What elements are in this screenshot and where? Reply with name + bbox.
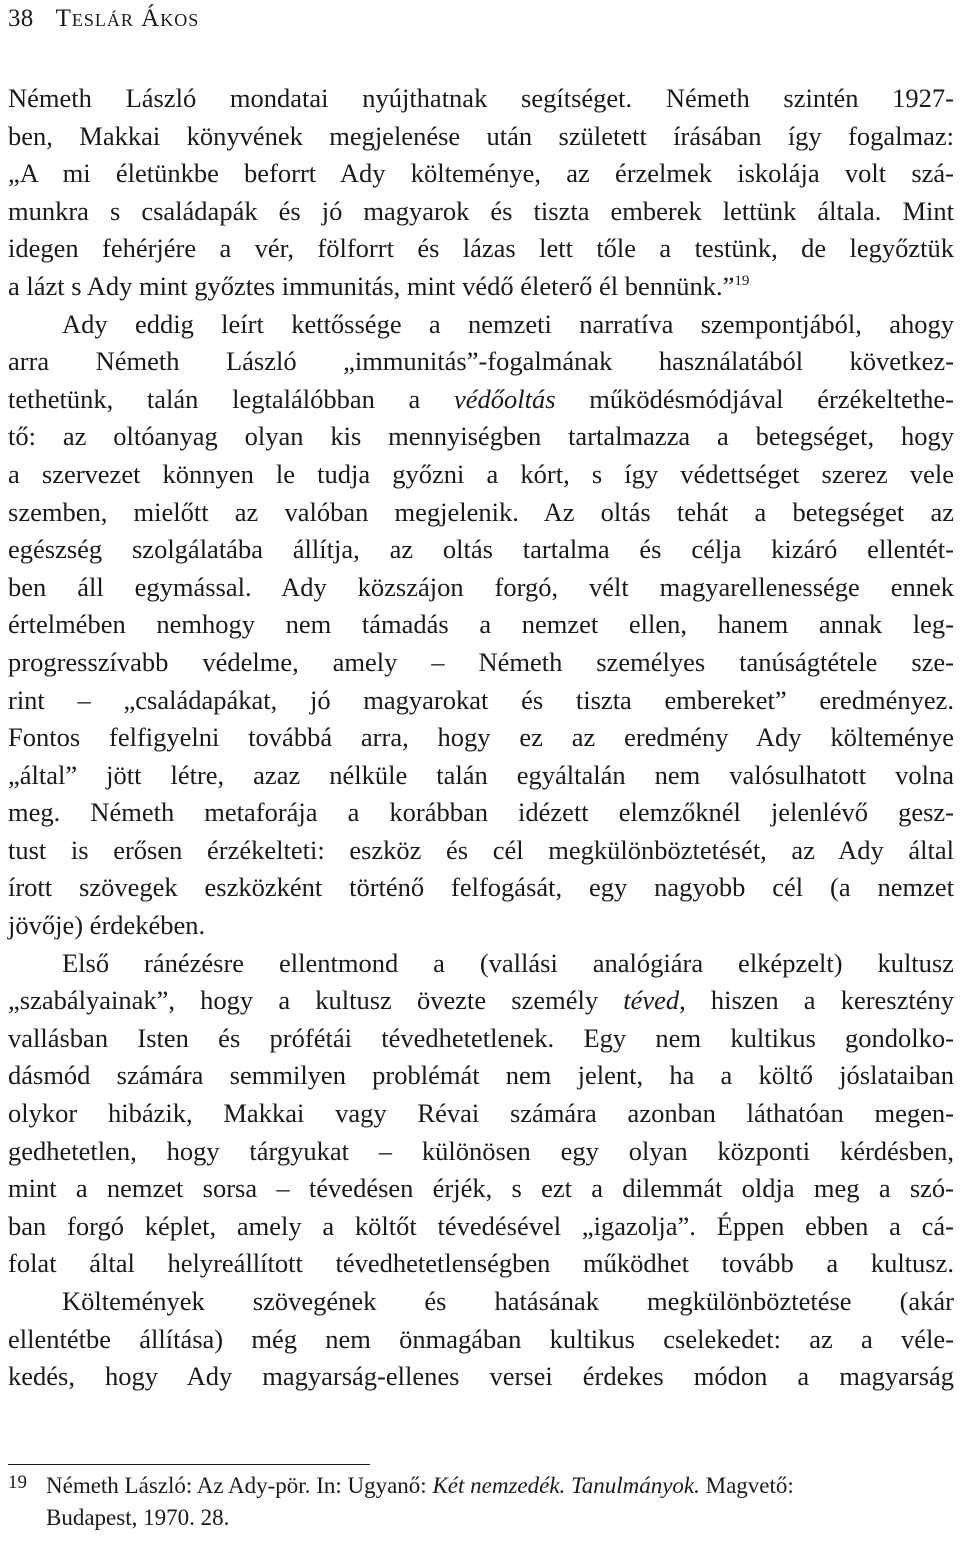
- text-line: folat által helyreállított tévedhetetlenségben működhet tovább a kultusz.: [8, 1248, 954, 1279]
- text-line: [8, 982, 954, 1020]
- text-line: Költemények szövegének és hatásának megkülönböztetése (akár: [62, 1286, 954, 1316]
- text-line: olykor hibázik, Makkai vagy Révai számára azonban láthatóan megen-: [8, 1098, 954, 1129]
- text-line-content: „szabályainak”, hogy a kultusz övezte személy: [8, 985, 624, 1016]
- running-head-author: Teslár Ákos: [55, 5, 200, 32]
- text-line: a szervezet könnyen le tudja győzni a kórt, s így védettséget szerez vele: [8, 458, 954, 489]
- text-line-content: működésmódjával érzékeltethe-: [555, 383, 954, 414]
- footnote-citation: Németh László: Az Ady-pör. In: Ugyanő:: [46, 1473, 433, 1498]
- body-text: [8, 80, 954, 1396]
- text-line-content: tethetünk, talán legtalálóbban a: [8, 383, 454, 414]
- text-line: [8, 268, 954, 306]
- text-line: rint – „családapákat, jó magyarokat és tiszta embereket” eredményez.: [8, 684, 954, 715]
- text-line: szemben, mielőtt az valóban megjelenik. Az oltás tehát a betegséget az: [8, 496, 954, 527]
- text-line: tő: az oltóanyag olyan kis mennyiségben tartalmazza a betegséget, hogy: [8, 421, 954, 452]
- emphasized-word: téved: [623, 985, 680, 1016]
- text-line: progresszívabb védelme, amely – Németh személyes tanúságtétele sze-: [8, 646, 954, 677]
- text-line: arra Németh László „immunitás”-fogalmának használatából következ-: [8, 346, 954, 377]
- text-line: gedhetetlen, hogy tárgyukat – különösen egy olyan központi kérdésben,: [8, 1135, 954, 1166]
- text-line: meg. Németh metaforája a korábban idézett elemzőknél jelenlévő gesz-: [8, 797, 954, 828]
- text-line-content: a lázt s Ady mint győztes immunitás, mint védő életerő él bennünk.”: [8, 270, 735, 301]
- text-line: [8, 381, 954, 419]
- footnote-divider: [8, 1464, 370, 1465]
- footnote-line: [46, 1470, 954, 1502]
- footnote-line: Budapest, 1970. 28.: [46, 1505, 230, 1530]
- text-line: mint a nemzet sorsa – tévedésen érjék, s ezt a dilemmát oldja meg a szó-: [8, 1173, 954, 1204]
- footnote-publisher: Magvető:: [699, 1473, 794, 1498]
- footnote-reference: 19: [734, 273, 750, 290]
- text-line: Ady eddig leírt kettőssége a nemzeti narratíva szempontjából, ahogy: [62, 308, 954, 339]
- running-head: [8, 4, 199, 34]
- page-number: 38: [8, 5, 34, 32]
- text-line: Első ránézésre ellentmond a (vallási analógiára elképzelt) kultusz: [62, 947, 954, 978]
- text-line: vallásban Isten és prófétái tévedhetetlenek. Egy nem kultikus gondolko-: [8, 1022, 954, 1053]
- text-line: „A mi életünkbe beforrt Ady költeménye, az érzelmek iskolája volt szá-: [8, 158, 954, 189]
- text-line: dásmód számára semmilyen problémát nem jelent, ha a költő jóslataiban: [8, 1060, 954, 1091]
- text-line: kedés, hogy Ady magyarság-ellenes versei érdekes módon a magyarság: [8, 1361, 954, 1392]
- text-line: jövője) érdekében.: [8, 910, 206, 941]
- text-line: írott szövegek eszközként történő felfogását, egy nagyobb cél (a nemzet: [8, 872, 954, 903]
- text-line: értelmében nemhogy nem támadás a nemzet ellen, hanem annak leg-: [8, 609, 954, 640]
- text-line: ellentétbe állítása) még nem önmagában kultikus cselekedet: az a véle-: [8, 1323, 954, 1354]
- text-line: munkra s családapák és jó magyarok és tiszta emberek lettünk általa. Mint: [8, 195, 954, 226]
- emphasized-word: védőoltás: [453, 383, 556, 414]
- footnote-number: 19: [8, 1472, 27, 1493]
- text-line: idegen fehérjére a vér, fölforrt és lázas lett tőle a testünk, de legyőztük: [8, 233, 954, 264]
- text-line: egészség szolgálatába állítja, az oltás tartalma és célja kizáró ellentét-: [8, 534, 954, 565]
- footnote-book-title: Két nemzedék. Tanulmányok.: [432, 1473, 700, 1498]
- text-line: ban forgó képlet, amely a költőt tévedésével „igazolja”. Éppen ebben a cá-: [8, 1210, 954, 1241]
- text-line: Fontos felfigyelni továbbá arra, hogy ez az eredmény Ady költeménye: [8, 722, 954, 753]
- text-line: ben áll egymással. Ady közszájon forgó, vélt magyarellenessége ennek: [8, 571, 954, 602]
- text-line: „által” jött létre, azaz nélküle talán egyáltalán nem valósulhatott volna: [8, 759, 954, 790]
- footnote: [8, 1470, 954, 1534]
- footnote-text: [46, 1470, 954, 1534]
- text-line: Németh László mondatai nyújthatnak segítséget. Németh szintén 1927-: [8, 83, 954, 113]
- text-line: ben, Makkai könyvének megjelenése után született írásában így fogalmaz:: [8, 120, 954, 151]
- text-line: tust is erősen érzékelteti: eszköz és cél megkülönböztetését, az Ady által: [8, 834, 954, 865]
- text-line-content: , hiszen a keresztény: [679, 985, 954, 1016]
